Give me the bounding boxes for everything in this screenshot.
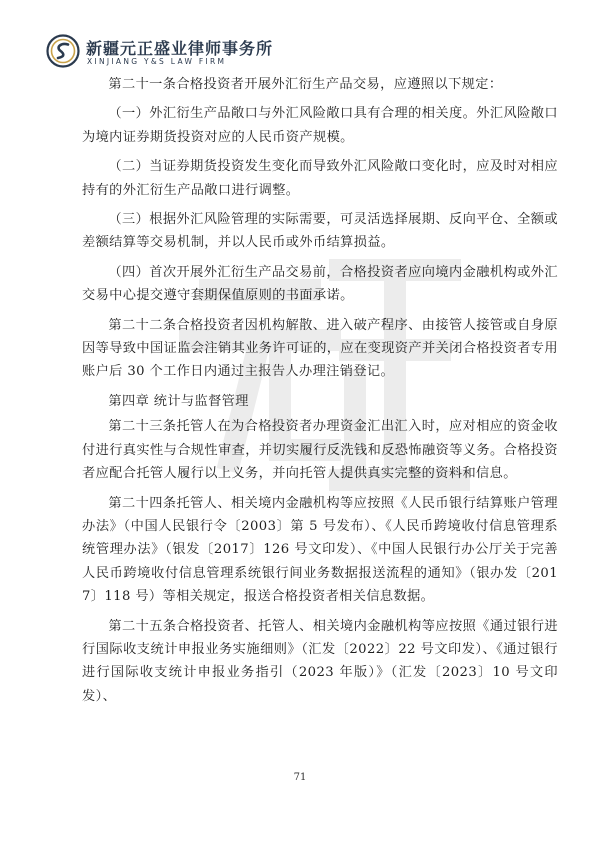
firm-name-en: XINJIANG Y&S LAW FIRM [87,57,227,66]
paragraph-article-22: 第二十二条合格投资者因机构解散、进入破产程序、由接管人接管或自身原因等导致中国证监会注销其业务许可证的，应在变现资产并关闭合格投资者专用账户后 30 个工作日内通过主报告人办理注销登记。 [82,317,558,380]
paragraph-article-24: 第二十四条托管人、相关境内金融机构等应按照《人民币银行结算账户管理办法》（中国人民银行令〔2003〕第 5 号发布）、《人民币跨境收付信息管理系统管理办法》（银发〔2017〕126 号文印发）、《中国人民银行办公厅关于完善人民币跨境收付信息管理系统银行间业务数据报送流程的通知》（银办发〔2017〕118 号）等相关规定，报送合格投资者相关信息数据。 [82,495,558,605]
paragraph-article-23: 第二十三条托管人在为合格投资者办理资金汇出汇入时，应对相应的资金收付进行真实性与合规性审查，并切实履行反洗钱和反恐怖融资等义务。合格投资者应配合托管人履行以上义务，并向托管人提供真实完整的资料和信息。 [82,419,558,482]
paragraph-article-21-item-2: （二）当证券期货投资发生变化而导致外汇风险敞口变化时，应及时对相应持有的外汇衍生产品敞口进行调整。 [82,159,558,198]
paragraph-article-21-item-1: （一）外汇衍生产品敞口与外汇风险敞口具有合理的相关度。外汇风险敞口为境内证券期货投资对应的人民币资产规模。 [82,106,558,145]
paragraph-article-21-item-3: （三）根据外汇风险管理的实际需要，可灵活选择展期、反向平仓、全额或差额结算等交易机制，并以人民币或外币结算损益。 [82,212,558,251]
page-header [46,32,566,76]
firm-logo-icon [46,34,80,68]
chapter-heading: 第四章 统计与监督管理 [108,393,249,409]
paragraph-article-21: 第二十一条合格投资者开展外汇衍生产品交易，应遵照以下规定： [108,77,503,92]
paragraph-article-25: 第二十五条合格投资者、托管人、相关境内金融机构等应按照《通过银行进行国际收支统计申报业务实施细则》（汇发〔2022〕22 号文印发）、《通过银行进行国际收支统计申报业务指引（2023 年版）》（汇发〔2023〕10 号文印发）、 [82,618,558,704]
document-body [82,73,558,708]
page-number: 71 [293,772,307,783]
firm-name-cn: 新疆元正盛业律师事务所 [86,39,274,58]
paragraph-article-21-item-4: （四）首次开展外汇衍生产品交易前，合格投资者应向境内金融机构或外汇交易中心提交遵守套期保值原则的书面承诺。 [82,264,558,304]
